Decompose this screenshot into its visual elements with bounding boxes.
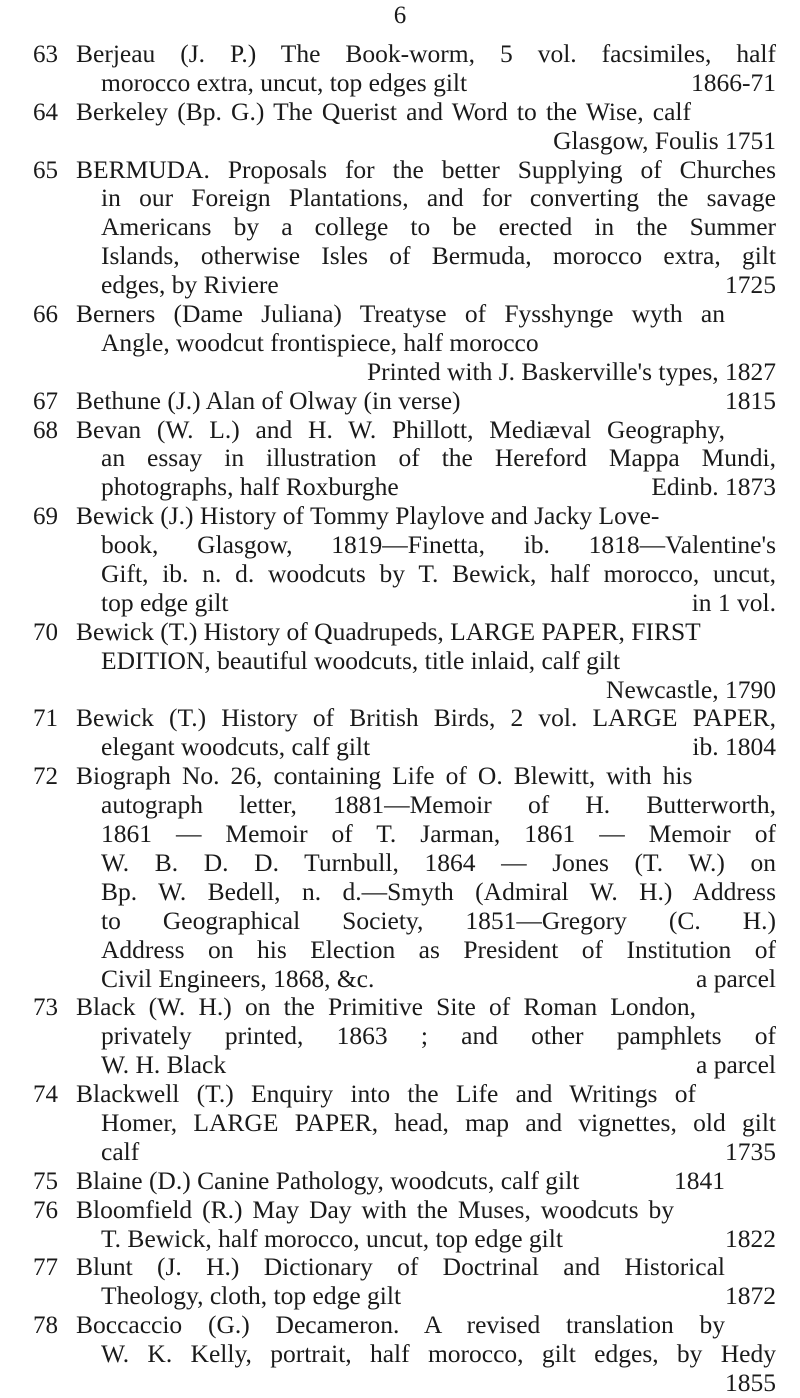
catalogue-entry bbox=[0, 762, 800, 993]
lot-number: 76 bbox=[33, 1196, 58, 1224]
lot-number: 69 bbox=[33, 503, 58, 531]
entry-line: Bewick (T.) History of British Birds, 2 vol. LARGE PAPER, bbox=[76, 703, 776, 733]
catalogue-entry bbox=[0, 502, 800, 618]
entry-line: an essay in illustration of the Hereford Mappa Mundi, bbox=[101, 443, 776, 473]
entry-line: Edinb. 1873 photographs, half Roxburghe bbox=[101, 472, 776, 502]
catalogue-entries bbox=[0, 40, 800, 1398]
catalogue-entry bbox=[0, 1080, 800, 1167]
lot-number: 75 bbox=[33, 1167, 58, 1195]
entry-line: Black (W. H.) on the Primitive Site of Roman London, bbox=[76, 992, 697, 1022]
catalogue-entry bbox=[0, 98, 800, 156]
lot-number: 71 bbox=[33, 705, 58, 733]
entry-line: Newcastle, 1790 bbox=[606, 674, 776, 704]
lot-number: 78 bbox=[33, 1312, 58, 1340]
entry-line: Glasgow, Foulis 1751 bbox=[553, 125, 776, 155]
entry-line: in 1 vol. top edge gilt bbox=[101, 587, 776, 617]
lot-number: 73 bbox=[33, 994, 58, 1022]
entry-line: Americans by a college to be erected in the Summer bbox=[101, 212, 776, 242]
catalogue-entry bbox=[0, 300, 800, 387]
catalogue-entry bbox=[0, 1253, 800, 1311]
entry-line: Angle, woodcut frontispiece, half morocco bbox=[101, 327, 539, 357]
entry-line: privately printed, 1863 ; and other pamphlets of bbox=[101, 1021, 776, 1051]
entry-line: to Geographical Society, 1851—Gregory (C. H.) bbox=[101, 905, 776, 935]
entry-line: Berkeley (Bp. G.) The Querist and Word to the Wise, calf bbox=[76, 96, 691, 126]
lot-number: 68 bbox=[33, 416, 58, 444]
entry-line: Printed with J. Baskerville's types, 1827 bbox=[366, 356, 776, 386]
entry-line: Berjeau (J. P.) The Book-worm, 5 vol. facsimiles, half bbox=[76, 39, 776, 68]
entry-line: a parcel Civil Engineers, 1868, &c. bbox=[101, 963, 776, 993]
entry-line: Bevan (W. L.) and H. W. Phillott, Mediæval Geography, bbox=[76, 414, 725, 444]
catalogue-entry bbox=[0, 1196, 800, 1254]
entry-line: 1855 bbox=[725, 1367, 776, 1397]
lot-number: 64 bbox=[33, 98, 58, 126]
entry-line: Islands, otherwise Isles of Bermuda, morocco extra, gilt bbox=[101, 241, 776, 271]
entry-line: Address on his Election as President of Institution of bbox=[101, 934, 776, 964]
entry-line: EDITION, beautiful woodcuts, title inlaid, calf gilt bbox=[101, 645, 621, 675]
catalogue-entry bbox=[0, 156, 800, 300]
entry-line: Bloomfield (R.) May Day with the Muses, woodcuts by bbox=[76, 1194, 674, 1224]
catalogue-entry bbox=[0, 618, 800, 705]
lot-number: 70 bbox=[33, 618, 58, 646]
catalogue-entry bbox=[0, 1167, 800, 1196]
entry-line: book, Glasgow, 1819—Finetta, ib. 1818—Valentine's bbox=[101, 530, 776, 560]
page-number: 6 bbox=[393, 2, 407, 29]
catalogue-entry bbox=[0, 416, 800, 503]
entry-line: W. B. D. D. Turnbull, 1864 — Jones (T. W.) on bbox=[101, 847, 776, 877]
entry-line: Biograph No. 26, containing Life of O. Blewitt, with his bbox=[76, 761, 693, 791]
entry-line: Blackwell (T.) Enquiry into the Life and Writings of bbox=[76, 1079, 697, 1109]
entry-line: 1822 T. Bewick, half morocco, uncut, top edge gilt bbox=[101, 1223, 776, 1253]
entry-line: Gift, ib. n. d. woodcuts by T. Bewick, half morocco, uncut, bbox=[101, 559, 776, 589]
entry-line: BERMUDA. Proposals for the better Supplying of Churches bbox=[76, 154, 776, 184]
lot-number: 65 bbox=[33, 156, 58, 184]
entry-line: 1861 — Memoir of T. Jarman, 1861 — Memoir of bbox=[101, 819, 776, 849]
lot-number: 63 bbox=[33, 41, 58, 68]
lot-number: 67 bbox=[33, 387, 58, 415]
catalogue-entry bbox=[0, 704, 800, 762]
catalogue-entry bbox=[0, 1311, 800, 1398]
entry-line: 1866-71 morocco extra, uncut, top edges gilt bbox=[101, 67, 776, 97]
catalogue-entry bbox=[0, 387, 800, 416]
lot-number: 74 bbox=[33, 1081, 58, 1109]
entry-line: Berners (Dame Juliana) Treatyse of Fysshynge wyth an bbox=[76, 299, 725, 329]
entry-line: in our Foreign Plantations, and for converting the savage bbox=[101, 183, 776, 213]
entry-line: 1841 Blaine (D.) Canine Pathology, woodcuts, calf gilt bbox=[76, 1165, 725, 1195]
entry-line: W. K. Kelly, portrait, half morocco, gilt edges, by Hedy bbox=[101, 1339, 776, 1369]
entry-line: 1735 calf bbox=[101, 1136, 776, 1166]
entry-line: 1725 edges, by Riviere bbox=[101, 270, 776, 300]
entry-line: Homer, LARGE PAPER, head, map and vignettes, old gilt bbox=[101, 1107, 776, 1137]
entry-line: Bp. W. Bedell, n. d.—Smyth (Admiral W. H.) Address bbox=[101, 876, 776, 906]
entry-line: 1872 Theology, cloth, top edge gilt bbox=[101, 1281, 776, 1311]
lot-number: 72 bbox=[33, 763, 58, 791]
entry-line: Blunt (J. H.) Dictionary of Doctrinal and Historical bbox=[76, 1252, 725, 1282]
lot-number: 77 bbox=[33, 1254, 58, 1282]
entry-line: Bewick (J.) History of Tommy Playlove and Jacky Love- bbox=[76, 501, 660, 531]
lot-number: 66 bbox=[33, 301, 58, 329]
catalogue-entry bbox=[0, 40, 800, 98]
entry-line: ib. 1804 elegant woodcuts, calf gilt bbox=[101, 732, 776, 762]
catalogue-entry bbox=[0, 993, 800, 1080]
entry-line: autograph letter, 1881—Memoir of H. Butterworth, bbox=[101, 790, 776, 820]
entry-line: 1815 Bethune (J.) Alan of Olway (in verse) bbox=[76, 385, 776, 415]
entry-line: Boccaccio (G.) Decameron. A revised translation by bbox=[76, 1310, 725, 1340]
entry-line: a parcel W. H. Black bbox=[101, 1050, 776, 1080]
entry-line: Bewick (T.) History of Quadrupeds, LARGE PAPER, FIRST bbox=[76, 616, 701, 646]
